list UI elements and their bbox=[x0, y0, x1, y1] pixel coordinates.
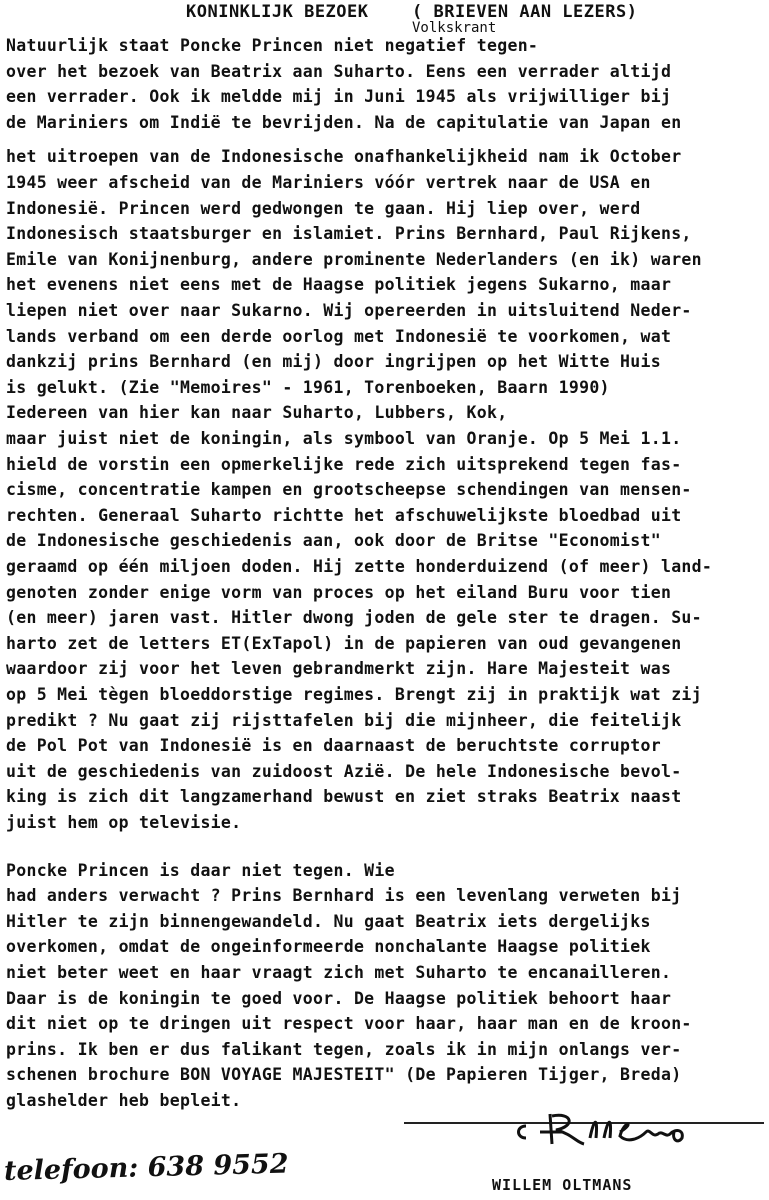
letter-line: niet beter weet en haar vraagt zich met Suharto te encanailleren. bbox=[6, 963, 672, 982]
letter-line: liepen niet over naar Sukarno. Wij opereerden in uitsluitend Neder- bbox=[6, 301, 692, 320]
letter-line: over het bezoek van Beatrix aan Suharto. Eens een verrader altijd bbox=[6, 61, 672, 81]
letter-line: Poncke Princen is daar niet tegen. Wie bbox=[6, 860, 395, 880]
letter-line: Daar is de koningin te goed voor. De Haagse politiek behoort haar bbox=[6, 988, 672, 1008]
letter-line: schenen brochure BON VOYAGE MAJESTEIT" (De Papieren Tijger, Breda) bbox=[6, 1065, 682, 1085]
letter-line: Hitler te zijn binnengewandeld. Nu gaat Beatrix iets dergelijks bbox=[6, 911, 651, 931]
newspaper-name: Volkskrant bbox=[412, 20, 497, 36]
letter-line: genoten zonder enige vorm van proces op het eiland Buru voor tien bbox=[6, 582, 672, 602]
letter-line: cisme, concentratie kampen en grootscheepse schendingen van mensen- bbox=[6, 480, 692, 500]
letter-line: Iedereen van hier kan naar Suharto, Lubbers, Kok, bbox=[6, 403, 508, 423]
letter-line: dankzij prins Bernhard (en mij) door ingrijpen op het Witte Huis bbox=[6, 352, 661, 372]
letter-line: overkomen, omdat de ongeinformeerde nonchalante Haagse politiek bbox=[6, 937, 651, 957]
letter-line: een verrader. Ook ik meldde mij in Juni 1945 als vrijwilliger bij bbox=[6, 87, 672, 107]
section-label: ( BRIEVEN AAN LEZERS) bbox=[412, 2, 638, 22]
letter-line: de Pol Pot van Indonesië is en daarnaast de beruchtste corruptor bbox=[6, 736, 661, 756]
letter-line: Emile van Konijnenburg, andere prominente Nederlanders (en ik) waren bbox=[6, 249, 702, 269]
letter-line: het uitroepen van de Indonesische onafhankelijkheid nam ik October bbox=[6, 147, 682, 167]
letter-line: hield de vorstin een opmerkelijke rede zich uitsprekend tegen fas- bbox=[6, 454, 682, 474]
letter-line: op 5 Mei tègen bloeddorstige regimes. Brengt zij in praktijk wat zij bbox=[6, 685, 702, 704]
letter-line: Indonesië. Princen werd gedwongen te gaan. Hij liep over, werd bbox=[6, 198, 641, 218]
letter-line: (en meer) jaren vast. Hitler dwong joden de gele ster te dragen. Su- bbox=[6, 608, 702, 628]
letter-line: harto zet de letters ET(ExTapol) in de papieren van oud gevangenen bbox=[6, 633, 682, 653]
letter-line: 1945 weer afscheid van de Mariniers vóór vertrek naar de USA en bbox=[6, 173, 651, 192]
handwritten-signature bbox=[512, 1108, 722, 1158]
phone-number: telefoon: 638 9552 bbox=[3, 1148, 289, 1187]
letter-line: Indonesisch staatsburger en islamiet. Prins Bernhard, Paul Rijkens, bbox=[6, 224, 692, 244]
letter-line: de Indonesische geschiedenis aan, ook door de Britse "Economist" bbox=[6, 531, 661, 551]
letter-line: geraamd op één miljoen doden. Hij zette honderduizend (of meer) land- bbox=[6, 557, 713, 576]
letter-line: prins. Ik ben er dus falikant tegen, zoals ik in mijn onlangs ver- bbox=[6, 1039, 682, 1059]
letter-line: is gelukt. (Zie "Memoires" - 1961, Torenboeken, Baarn 1990) bbox=[6, 377, 610, 397]
letter-line: predikt ? Nu gaat zij rijsttafelen bij die mijnheer, die feitelijk bbox=[6, 710, 682, 730]
letter-title: KONINKLIJK BEZOEK bbox=[186, 2, 369, 22]
letter-line: lands verband om een derde oorlog met Indonesië te voorkomen, wat bbox=[6, 326, 672, 346]
author-name: WILLEM OLTMANS bbox=[492, 1176, 633, 1194]
letter-line: Natuurlijk staat Poncke Princen niet negatief tegen- bbox=[6, 36, 539, 55]
letter-line: rechten. Generaal Suharto richtte het afschuwelijkste bloedbad uit bbox=[6, 505, 682, 525]
letter-line: juist hem op televisie. bbox=[6, 813, 242, 832]
letter-line: waardoor zij voor het leven gebrandmerkt zijn. Hare Majesteit was bbox=[6, 659, 672, 679]
letter-line: de Mariniers om Indië te bevrijden. Na de capitulatie van Japan en bbox=[6, 112, 682, 132]
letter-line: had anders verwacht ? Prins Bernhard is een levenlang verweten bij bbox=[6, 886, 682, 906]
letter-line: maar juist niet de koningin, als symbool van Oranje. Op 5 Mei 1.1. bbox=[6, 429, 682, 448]
letter-line: uit de geschiedenis van zuidoost Azië. De hele Indonesische bevol- bbox=[6, 761, 682, 781]
letter-line: het evenens niet eens met de Haagse politiek jegens Sukarno, maar bbox=[6, 275, 672, 295]
letter-line: dit niet op te dringen uit respect voor haar, haar man en de kroon- bbox=[6, 1014, 692, 1034]
letter-line: king is zich dit langzamerhand bewust en ziet straks Beatrix naast bbox=[6, 787, 682, 807]
letter-line: glashelder heb bepleit. bbox=[6, 1091, 242, 1110]
